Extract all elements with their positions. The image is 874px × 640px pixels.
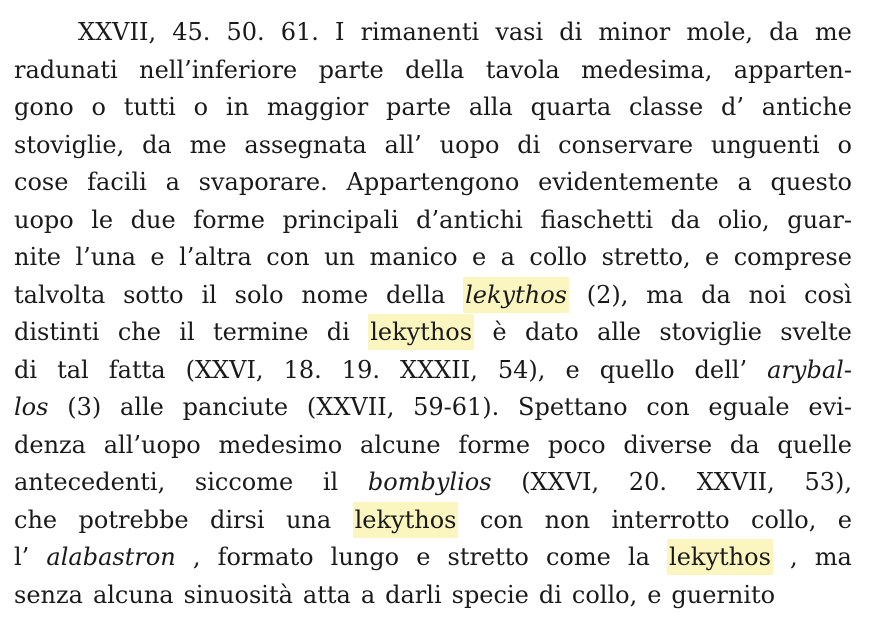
text-line — [14, 502, 852, 538]
word: due — [130, 205, 176, 234]
word: con — [646, 393, 690, 421]
word: d’antichi — [416, 205, 523, 234]
word: bombylios — [367, 468, 492, 496]
word: e — [705, 243, 720, 271]
word: radunati — [14, 55, 118, 84]
word: tavola — [485, 55, 560, 84]
word: e — [837, 505, 852, 534]
word: il — [179, 318, 195, 346]
word: questo — [770, 168, 852, 196]
word: mole, — [686, 18, 754, 46]
word: una — [285, 505, 332, 534]
word: come — [545, 543, 611, 571]
text-line — [14, 577, 852, 613]
word: , — [192, 543, 201, 571]
word: lungo — [330, 543, 400, 571]
word: guernito — [671, 580, 776, 609]
word: dato — [524, 318, 579, 346]
word: o — [193, 93, 209, 121]
word: 53), — [804, 468, 852, 496]
word: della — [386, 280, 446, 309]
word: alla — [468, 93, 513, 121]
text-line — [14, 89, 852, 125]
word: (XXVI, — [521, 468, 600, 496]
word: forme — [458, 430, 531, 459]
word: fatta — [108, 355, 166, 384]
word: stoviglie, — [14, 130, 125, 159]
word: evi- — [808, 393, 852, 421]
word: forme — [193, 205, 265, 234]
word: non — [544, 505, 591, 534]
word: 61. — [280, 18, 319, 46]
word: evidentemente — [538, 168, 719, 196]
word: quelle — [777, 430, 852, 459]
word: le — [91, 205, 114, 234]
highlighted-word: lekythos — [368, 314, 474, 350]
word: e — [150, 243, 165, 271]
word: denza — [14, 430, 86, 459]
text-line — [14, 239, 852, 275]
word: svelte — [780, 318, 852, 346]
word: e — [565, 355, 580, 384]
text-line — [14, 202, 852, 238]
word: darli — [385, 580, 442, 609]
word: specie — [451, 580, 529, 609]
word: all’uopo — [103, 430, 201, 459]
word: della — [405, 55, 465, 84]
word: 19. — [341, 355, 380, 384]
word: me — [814, 18, 852, 46]
word: potrebbe — [78, 505, 189, 534]
word: alcune — [360, 430, 441, 459]
word: parte — [386, 93, 452, 121]
word: all’ — [384, 130, 422, 159]
word: me — [189, 130, 227, 159]
word: 59-61). — [413, 393, 500, 421]
text-line — [14, 464, 852, 500]
highlighted-word: lekythos — [353, 502, 459, 538]
word: senza — [14, 580, 83, 609]
word: antiche — [761, 93, 852, 121]
word: panciute — [182, 393, 289, 421]
text-line — [14, 427, 852, 463]
word: tutti — [123, 93, 176, 121]
word: interrotto — [611, 505, 730, 534]
word: alle — [119, 393, 164, 421]
word: formato — [217, 543, 314, 571]
word: che — [14, 505, 58, 534]
text-line — [78, 14, 852, 50]
word: facili — [87, 168, 147, 196]
word: da — [142, 130, 172, 159]
word: d’ — [721, 93, 744, 121]
word: XXVII, — [78, 18, 157, 46]
word: uopo — [439, 130, 500, 159]
word: siccome — [194, 468, 294, 496]
word: 20. — [628, 468, 668, 496]
word: a — [360, 580, 376, 609]
word: tal — [57, 355, 89, 384]
word: (XXVI, — [185, 355, 264, 384]
word: di — [14, 355, 38, 384]
highlighted-word: lekythos — [463, 277, 569, 313]
text-line — [14, 352, 852, 388]
word: conservare — [558, 130, 694, 159]
word: uopo — [14, 205, 74, 234]
text-line — [14, 314, 852, 350]
word: gono — [14, 93, 74, 121]
word: XXVII, — [696, 468, 775, 496]
word: l’una — [75, 243, 136, 271]
word: (3) — [67, 393, 102, 421]
word: apparten- — [733, 55, 852, 84]
word: stoviglie — [659, 318, 762, 346]
word: è — [492, 318, 507, 346]
word: cose — [14, 168, 69, 196]
word: ma — [646, 280, 684, 309]
word: manico — [369, 243, 458, 271]
word: I — [334, 18, 345, 46]
word: comprese — [733, 243, 852, 271]
word: quello — [599, 355, 675, 384]
word: (2), — [586, 280, 629, 309]
word: vasi — [495, 18, 544, 46]
text-line — [14, 52, 852, 88]
word: unguenti — [710, 130, 820, 159]
word: 50. — [226, 18, 265, 46]
word: 45. — [172, 18, 211, 46]
text-line — [14, 127, 852, 163]
word: in — [225, 93, 250, 121]
word: alabastron — [46, 543, 176, 571]
word: rimanenti — [360, 18, 480, 46]
word: un — [324, 243, 355, 271]
text-line — [14, 164, 852, 200]
word: che — [117, 318, 161, 346]
word: alle — [597, 318, 641, 346]
word: Spettano — [518, 393, 628, 421]
word: con — [479, 505, 524, 534]
word: Appartengono — [346, 168, 520, 196]
word: a — [500, 243, 515, 271]
word: los — [14, 393, 49, 421]
word: da — [670, 205, 701, 234]
word: eguale — [708, 393, 790, 421]
word: il — [201, 280, 217, 309]
word: 54), — [497, 355, 546, 384]
word: nome — [301, 280, 369, 309]
word: o — [91, 93, 106, 121]
word: quarta — [530, 93, 612, 121]
word: 18. — [283, 355, 322, 384]
word: da — [729, 430, 760, 459]
highlighted-word: lekythos — [667, 539, 773, 575]
word: stretto — [447, 543, 529, 571]
word: principali — [282, 205, 399, 234]
word: guar- — [787, 205, 852, 234]
word: minor — [598, 18, 671, 46]
word: e — [647, 580, 662, 609]
word: e — [416, 543, 431, 571]
word: collo, — [571, 580, 638, 609]
word: XXXII, — [400, 355, 478, 384]
word: a — [737, 168, 752, 196]
word: nell’inferiore — [139, 55, 298, 84]
word: stretto, — [601, 243, 691, 271]
word: medesima, — [581, 55, 713, 84]
word: dirsi — [210, 505, 265, 534]
word: alcuna — [92, 580, 174, 609]
word: dell’ — [694, 355, 748, 384]
word: da — [769, 18, 799, 46]
word: da — [701, 280, 731, 309]
word: arybal- — [767, 355, 852, 384]
word: sotto — [123, 280, 184, 309]
word: ma — [814, 543, 852, 571]
word: collo — [529, 243, 588, 271]
word: poco — [547, 430, 606, 459]
word: a — [165, 168, 180, 196]
word: atta — [302, 580, 351, 609]
word: maggior — [266, 93, 369, 121]
word: di — [559, 18, 583, 46]
word: parte — [318, 55, 384, 84]
word: di — [326, 318, 350, 346]
word: olio, — [717, 205, 770, 234]
word: sinuosità — [183, 580, 293, 609]
word: distinti — [14, 318, 100, 346]
word: l’ — [14, 543, 30, 571]
word: classe — [628, 93, 704, 121]
word: la — [627, 543, 650, 571]
word: medesimo — [218, 430, 343, 459]
word: fiaschetti — [540, 205, 654, 234]
word: collo, — [751, 505, 817, 534]
word: antecedenti, — [14, 468, 166, 496]
word: talvolta — [14, 280, 106, 309]
word: , — [790, 543, 798, 571]
text-line — [14, 389, 852, 425]
word: di — [517, 130, 541, 159]
word: solo — [234, 280, 284, 309]
text-line — [14, 539, 852, 575]
word: noi — [748, 280, 787, 309]
text-line — [14, 277, 852, 313]
word: assegnata — [244, 130, 367, 159]
word: o — [837, 130, 852, 159]
word: nite — [14, 243, 61, 271]
word: (XXVII, — [306, 393, 395, 421]
word: termine — [213, 318, 309, 346]
word: il — [322, 468, 339, 496]
word: di — [538, 580, 562, 609]
word: diverse — [623, 430, 713, 459]
word: l’altra — [179, 243, 252, 271]
word: e — [471, 243, 487, 271]
word: svaporare. — [198, 168, 328, 196]
word: così — [804, 280, 852, 309]
word: con — [266, 243, 310, 271]
